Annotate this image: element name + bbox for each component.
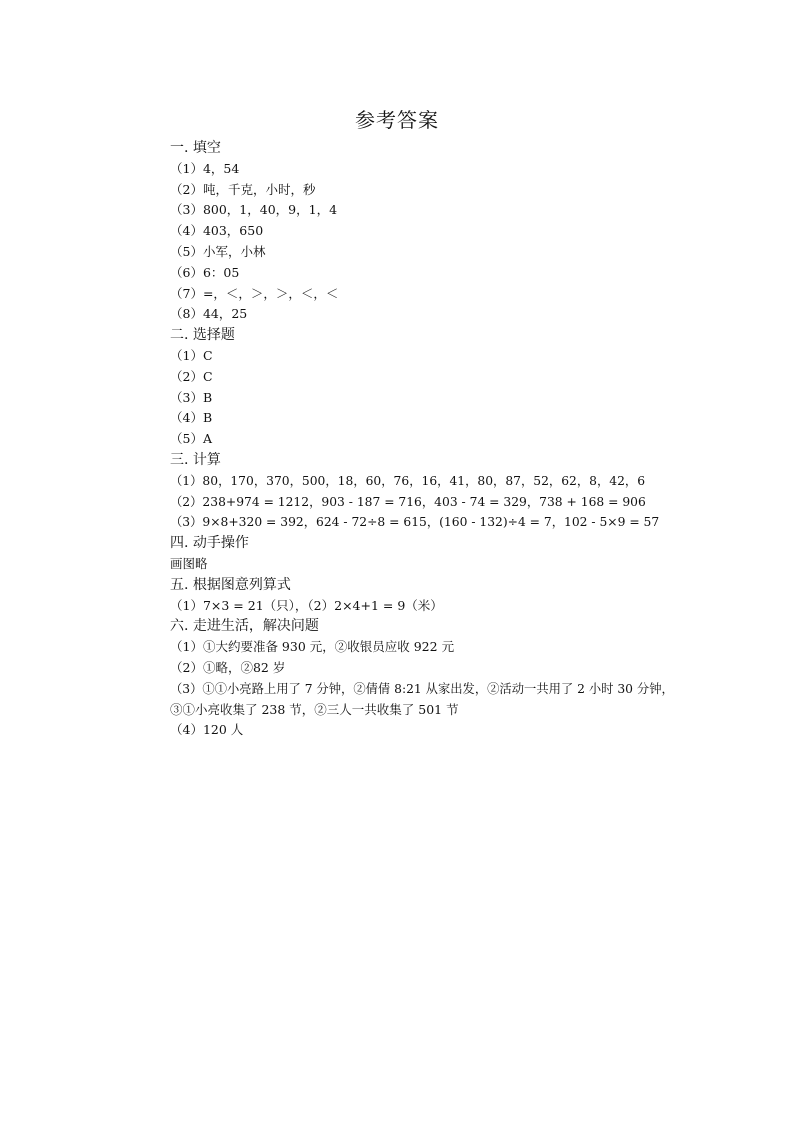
- answer-line: （5）A: [170, 431, 212, 447]
- section-heading: 三. 计算: [170, 451, 221, 468]
- answer-line: （4）403，650: [170, 223, 264, 239]
- answer-line: （3）800，1，40，9，1，4: [170, 202, 338, 218]
- answer-line: （2）C: [170, 368, 213, 384]
- section-calculation: [170, 450, 770, 533]
- answer-line: （6）6：05: [170, 264, 240, 280]
- section-heading: 一. 填空: [170, 140, 221, 156]
- answer-content: [170, 138, 770, 741]
- section-word-problems: [170, 616, 770, 741]
- section-fill-blanks: [170, 138, 770, 325]
- answer-line: （8）44，25: [170, 306, 248, 322]
- section-heading: 二. 选择题: [170, 327, 235, 344]
- answer-line: （3）9×8+320 = 392，624 - 72÷8 = 615，(160 - 132)÷4 = 7，102 - 5×9 = 57: [170, 515, 660, 530]
- section-heading: 六. 走进生活，解决问题: [170, 618, 319, 635]
- answer-line: （1）①大约要准备 930 元，②收银员应收 922 元: [170, 639, 455, 655]
- answer-line: （1）4，54: [170, 160, 240, 176]
- answer-line: （3）①①小亮路上用了 7 分钟，②倩倩 8:21 从家出发，②活动一共用了 2 小时 30 分钟，: [170, 681, 674, 696]
- answer-line: （2）吨，千克，小时，秒: [170, 181, 316, 197]
- answer-line: （5）小军，小林: [170, 243, 266, 259]
- answer-line: （4）120 人: [170, 722, 244, 738]
- answer-line: （1）7×3 = 21（只），（2）2×4+1 = 9（米）: [170, 597, 443, 613]
- answer-line: ③①小亮收集了 238 节，②三人一共收集了 501 节: [170, 701, 459, 717]
- answer-line: （4）B: [170, 410, 213, 426]
- answer-line: （3）B: [170, 389, 213, 405]
- answer-line: 画图略: [170, 555, 208, 571]
- section-hands-on: [170, 533, 770, 575]
- answer-line: （1）C: [170, 347, 213, 363]
- page-title: 参考答案: [355, 108, 439, 132]
- answer-line: （2）①略，②82 岁: [170, 659, 286, 675]
- answer-line: （1）80，170，370，500，18，60，76，16，41，80，87，52，62，8，42，6: [170, 473, 646, 488]
- section-heading: 五. 根据图意列算式: [170, 576, 291, 593]
- answer-line: （7）=，＜，＞，＞，＜，＜: [170, 285, 339, 301]
- section-write-equations: [170, 575, 770, 617]
- answer-line: （2）238+974 = 1212，903 - 187 = 716，403 - 74 = 329，738 + 168 = 906: [170, 494, 646, 509]
- section-heading: 四. 动手操作: [170, 535, 249, 552]
- section-multiple-choice: [170, 325, 770, 450]
